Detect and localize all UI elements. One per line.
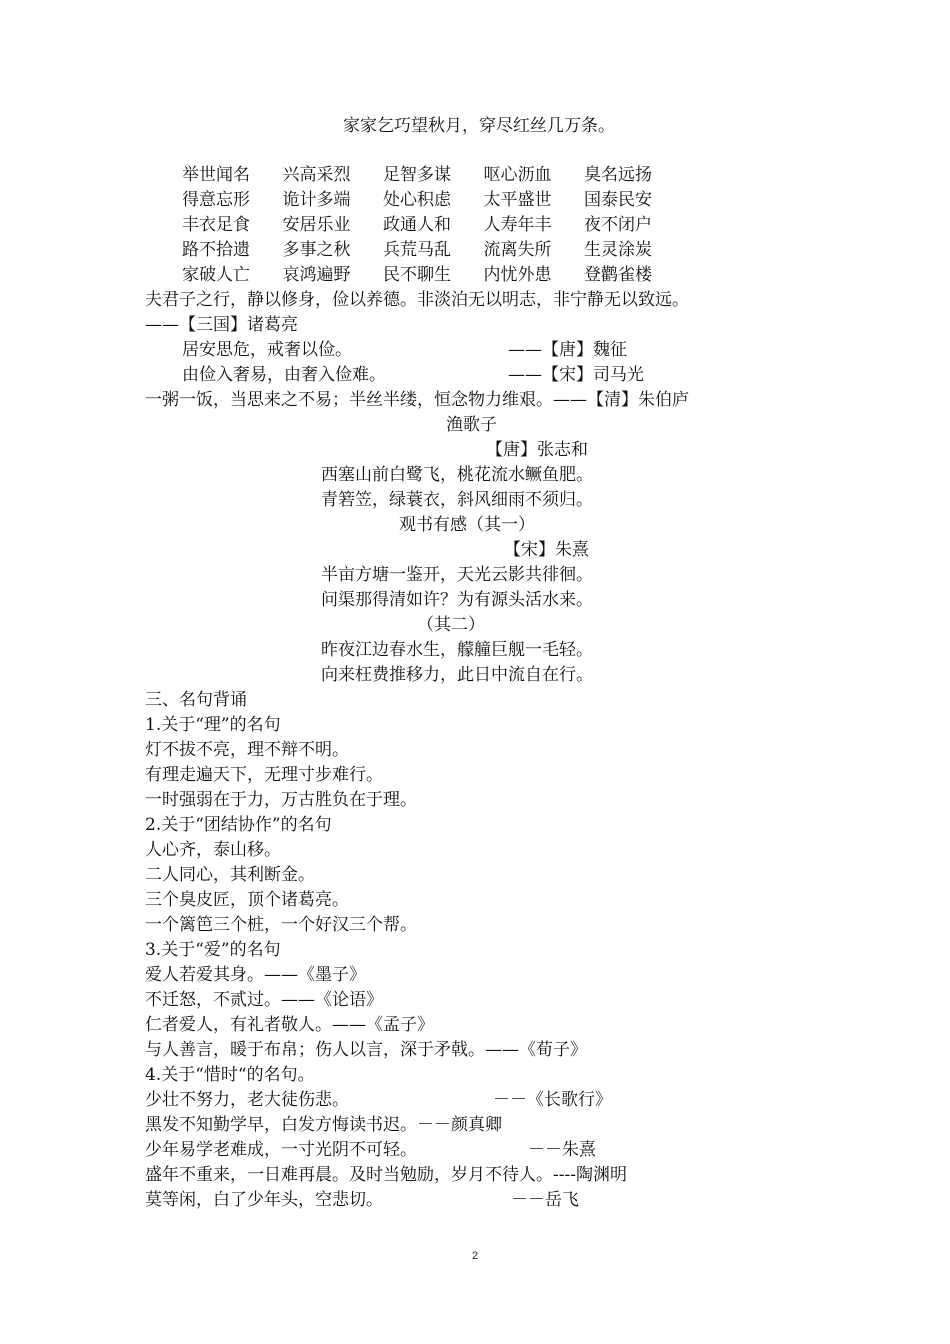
- idiom: 路不拾遗: [182, 240, 250, 260]
- quote-item: 有理走遍天下，无理寸步难行。: [145, 765, 383, 785]
- quote-item: 仁者爱人，有礼者敬人。——《孟子》: [145, 1015, 434, 1035]
- idiom: 兴高采烈: [282, 165, 351, 185]
- idiom-row: [182, 263, 652, 288]
- idiom-row: [182, 163, 652, 188]
- idiom: 政通人和: [383, 215, 451, 235]
- idiom: 人寿年丰: [483, 215, 552, 235]
- poem-author: 【唐】张志和: [486, 440, 588, 460]
- idiom: 安居乐业: [282, 215, 351, 235]
- idiom: 呕心沥血: [483, 165, 552, 185]
- quote-item: 黑发不知勤学早，白发方悔读书迟。－－颜真卿: [145, 1115, 502, 1135]
- quote-zhuge: 夫君子之行，静以修身，俭以养德。非淡泊无以明志，非宁静无以致远。: [145, 290, 689, 310]
- idiom: 处心积虑: [383, 190, 451, 210]
- group-heading: 4.关于“惜时“的名句。: [145, 1065, 315, 1085]
- quote-item: 盛年不重来，一日难再晨。及时当勉励，岁月不待人。----陶渊明: [145, 1165, 627, 1185]
- idiom: 夜不闭户: [584, 215, 652, 235]
- quote-item: 莫等闲，白了少年头，空悲切。: [145, 1190, 383, 1210]
- idiom-row: [182, 238, 652, 263]
- poem-title: 渔歌子: [446, 415, 497, 435]
- idiom: 足智多谋: [383, 165, 451, 185]
- quote-item: 与人善言，暖于布帛；伤人以言，深于矛戟。——《荀子》: [145, 1040, 587, 1060]
- quote-item: 少年易学老难成，一寸光阴不可轻。: [145, 1140, 417, 1160]
- quote-item: 一个篱笆三个桩，一个好汉三个帮。: [145, 915, 417, 935]
- idiom: 内忧外患: [483, 265, 552, 285]
- quote-author: －－《长歌行》: [493, 1090, 612, 1110]
- idiom-row: [182, 188, 652, 213]
- poem-line: 西塞山前白鹭飞，桃花流水鳜鱼肥。: [321, 465, 593, 485]
- page-number: 2: [471, 1250, 479, 1262]
- idiom-row: [182, 213, 652, 238]
- quote-item: 二人同心，其利断金。: [145, 865, 315, 885]
- poem-line: 昨夜江边春水生，艨艟巨舰一毛轻。: [321, 640, 593, 660]
- poem-line: 青箬笠，绿蓑衣，斜风细雨不须归。: [321, 490, 593, 510]
- idiom: 举世闻名: [182, 165, 250, 185]
- group-heading: 3.关于“爱”的名句: [145, 940, 281, 960]
- quote-item: 灯不拔不亮，理不辩不明。: [145, 740, 349, 760]
- poem-title: 观书有感（其一）: [399, 515, 535, 535]
- quote-item: 一时强弱在于力，万古胜负在于理。: [145, 790, 417, 810]
- quote-item: 不迁怒，不贰过。——《论语》: [145, 990, 383, 1010]
- quote-sima-author: ——【宋】司马光: [508, 365, 644, 385]
- idiom: 太平盛世: [483, 190, 552, 210]
- idiom: 流离失所: [483, 240, 552, 260]
- idiom: 多事之秋: [282, 240, 351, 260]
- quote-author: －－岳飞: [511, 1190, 579, 1210]
- quote-sima: 由俭入奢易，由奢入俭难。: [182, 365, 386, 385]
- quote-item: 少壮不努力，老大徒伤悲。: [145, 1090, 349, 1110]
- group-heading: 2.关于“团结协作”的名句: [145, 815, 332, 835]
- idiom: 臭名远扬: [584, 165, 652, 185]
- quote-zhu: 一粥一饭，当思来之不易；半丝半缕，恒念物力维艰。——【清】朱伯庐: [145, 390, 689, 410]
- idiom: 丰衣足食: [182, 215, 250, 235]
- quote-weizheng-author: ——【唐】魏征: [508, 340, 627, 360]
- quote-item: 三个臭皮匠，顶个诸葛亮。: [145, 890, 349, 910]
- group-heading: 1.关于“理”的名句: [145, 715, 281, 735]
- idiom: 家破人亡: [182, 265, 250, 285]
- idiom: 哀鸿遍野: [282, 265, 351, 285]
- poem-line: 半亩方塘一鉴开，天光云影共徘徊。: [321, 565, 593, 585]
- idiom: 民不聊生: [383, 265, 451, 285]
- idiom: 登鹳雀楼: [584, 265, 652, 285]
- poem-subtitle: （其二）: [417, 615, 485, 635]
- idiom: 兵荒马乱: [383, 240, 451, 260]
- quote-item: 人心齐，泰山移。: [145, 840, 281, 860]
- quote-item: 爱人若爱其身。——《墨子》: [145, 965, 366, 985]
- top-poem-line: 家家乞巧望秋月，穿尽红丝几万条。: [343, 116, 615, 136]
- poem-line: 向来枉费推移力，此日中流自在行。: [321, 665, 593, 685]
- idiom: 生灵涂炭: [584, 240, 652, 260]
- quote-zhuge-author: ——【三国】诸葛亮: [145, 315, 298, 335]
- poem-author: 【宋】朱熹: [504, 540, 589, 560]
- quote-weizheng: 居安思危，戒奢以俭。: [182, 340, 352, 360]
- poem-line: 问渠那得清如许？为有源头活水来。: [321, 590, 593, 610]
- idiom: 国泰民安: [584, 190, 652, 210]
- idiom: 诡计多端: [282, 190, 351, 210]
- section-title: 三、名句背诵: [145, 690, 247, 710]
- idiom: 得意忘形: [182, 190, 250, 210]
- quote-author: －－朱熹: [528, 1140, 596, 1160]
